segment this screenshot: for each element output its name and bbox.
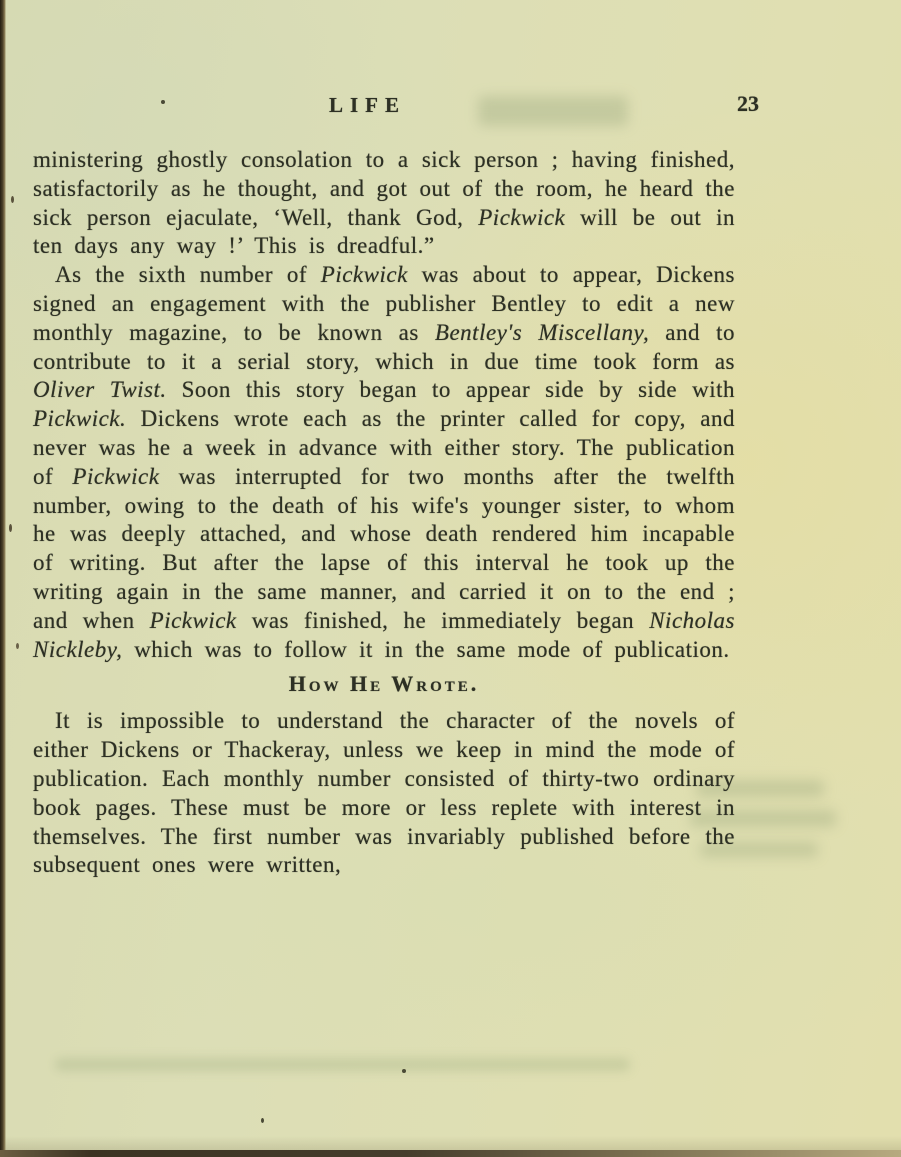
text-segment: It is impossible to understand the character of the novels of either Dickens or Thackeray, unless we keep in mind the mode of publication. Each monthly number consisted of thirty-two ordinary book pages. These must be more or less replete with interest in themselves. The first number was invariably published before the subsequent ones were written,: [33, 708, 735, 878]
ink-speck: [261, 1118, 264, 1123]
book-title-italic: Pickwick: [320, 262, 408, 288]
text-segment: was about to appear, Dickens signed an engagement with the publisher Bentley to edit a new monthly magazine, to be known as: [33, 262, 735, 345]
ink-speck: [9, 524, 12, 532]
text-segment: Dickens wrote each as the printer called for copy, and never was he a week in advance with either story. The publication of: [33, 406, 735, 489]
paragraph: [33, 707, 735, 880]
text-segment: which was to follow it in the same mode of publication.: [122, 636, 730, 662]
text-segment: and to contribute to it a serial story, which in due time took form as: [33, 319, 735, 374]
text-segment: will be out in ten days any way !’ This is dreadful.”: [33, 204, 735, 259]
paragraph: [33, 261, 735, 664]
book-title-italic: Pickwick: [149, 607, 237, 633]
text-segment: ministering ghostly consolation to a sick person ; having finished, satisfactorily as he thought, and got out of the room, he heard the sick person ejaculate, ‘Well, thank God,: [33, 147, 735, 230]
text-block: [33, 146, 735, 880]
ink-speck: [16, 643, 19, 649]
show-through-ghost: [478, 96, 628, 126]
page-number: 23: [737, 91, 759, 116]
ink-speck: [402, 1069, 406, 1073]
scan-edge-bottom: [0, 1150, 901, 1157]
book-title-italic: Pickwick: [72, 463, 160, 489]
book-title-italic: Bentley's Miscellany,: [434, 319, 650, 345]
text-segment: Soon this story began to appear side by side with: [166, 377, 735, 403]
book-title-italic: Oliver Twist.: [33, 377, 167, 403]
text-segment: was interrupted for two months after the twelfth number, owing to the death of his wife's younger sister, to whom he was deeply attached, and whose death rendered him incapable of writing. But after the lapse of this interval he took up the writing again in the same manner, and carried it on to the end ; and when: [33, 463, 735, 633]
page-bottom-shadow: [0, 1136, 901, 1150]
book-title-italic: Pickwick: [478, 204, 566, 230]
show-through-ghost: [55, 1058, 630, 1071]
text-segment: was finished, he immediately began: [236, 607, 650, 633]
ink-speck: [161, 100, 165, 104]
book-title-italic: Pickwick.: [33, 406, 127, 432]
book-title-italic: Nicholas Nickleby,: [33, 607, 735, 662]
running-title: LIFE: [329, 93, 407, 117]
paragraph: [33, 146, 735, 261]
section-heading: How He Wrote.: [288, 671, 480, 697]
text-segment: As the sixth number of: [55, 262, 321, 288]
scan-edge-left: [0, 0, 6, 1157]
ink-speck: [11, 196, 14, 203]
